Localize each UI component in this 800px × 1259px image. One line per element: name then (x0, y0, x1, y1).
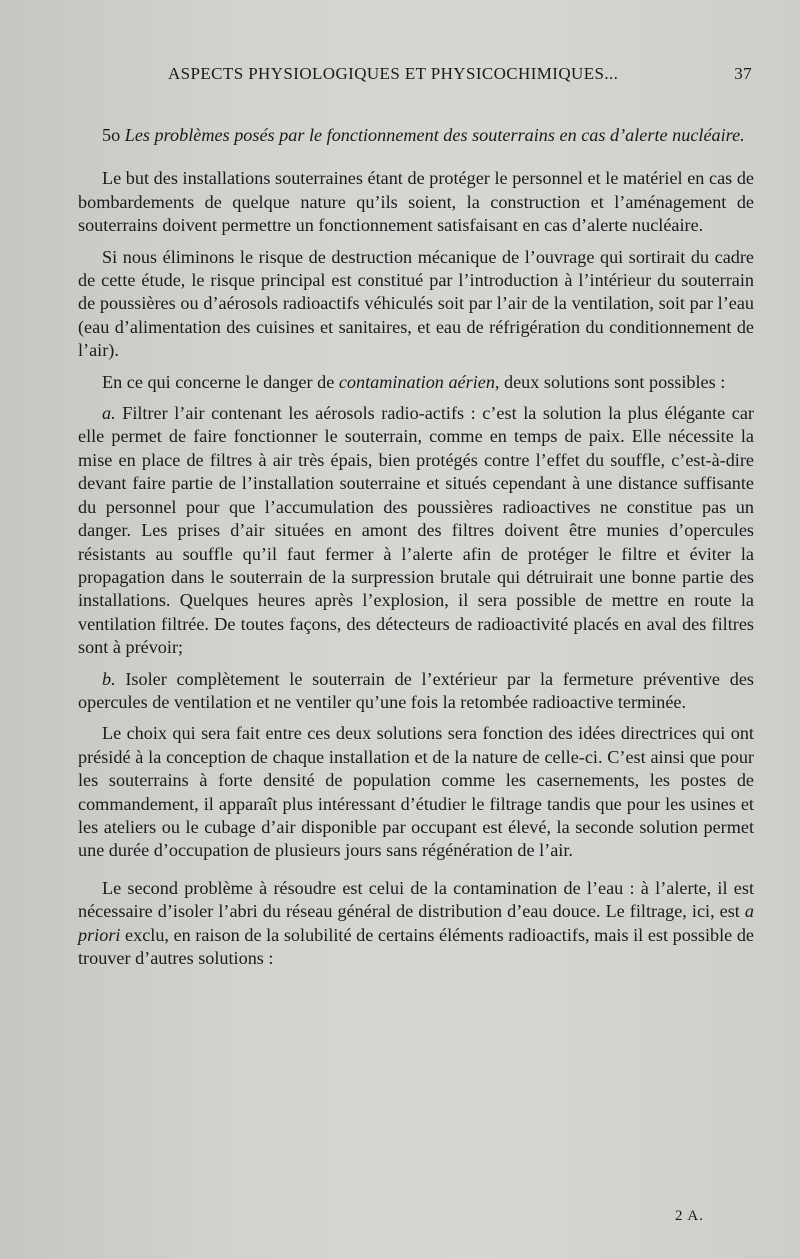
paragraph-7-emphasis: a priori (78, 901, 754, 945)
paragraph-6: Le choix qui sera fait entre ces deux solutions sera fonction des idées directrices qui ont présidé à la conception de chaque installation et de la nature de celle-ci. C’est ainsi que pour les souterrains à forte densité de population comme les casernements, les postes de commandement, il apparaît plus intéressant d’étudier le filtrage tandis que pour les usines et les ateliers ou le cubage d’air disponible par occupant est élevé, la seconde solution permet une durée d’occupation de plusieurs jours sans régénération de l’air. (78, 723, 754, 861)
paragraph-option-b (78, 668, 754, 715)
section-number: 5o (102, 125, 121, 145)
paragraph-3 (78, 371, 754, 394)
option-a-text: Filtrer l’air contenant les aérosols radio-actifs : c’est la solution la plus élégante car elle permet de faire fonctionner le souterrain, comme en temps de paix. Elle nécessite la mise en place de filtres à air très épais, bien protégés contre l’effet du souffle, c’est-à-dire devant faire partie de l’installation souterraine et situés cependant à une distance suffisante du personnel pour que l’accumulation des poussières radioactives ne constitue pas un danger. Les prises d’air situées en amont des filtres doivent être munies d’opercules résistants au souffle qu’il faut fermer à l’alerte afin de protéger le filtre et éviter la propagation dans le souterrain de la surpression brutale qui détruirait une bonne partie des installations. Quelques heures après l’explosion, il sera possible de mettre en route la ventilation filtrée. De toutes façons, des détecteurs de radioactivité placés en aval des filtres sont à prévoir; (78, 403, 754, 658)
paragraph-7 (78, 877, 754, 971)
section-heading (78, 124, 754, 147)
paragraph-7-text-b: exclu, en raison de la solubilité de certains éléments radioactifs, mais il est possible de trouver d’autres solutions : (78, 924, 754, 968)
option-b-text: Isoler complètement le souterrain de l’extérieur par la fermeture préventive des opercules de ventilation et ne ventiler qu’une fois la retombée radioactive terminée. (78, 668, 754, 712)
paragraph-1: Le but des installations souterraines étant de protéger le personnel et le matériel en cas de bombardements de quelque nature qu’ils soient, la construction et l’aménagement de souterrains doivent permettre un fonctionnement satisfaisant en cas d’alerte nucléaire. (78, 168, 754, 236)
paragraph-2: Si nous éliminons le risque de destruction mécanique de l’ouvrage qui sortirait du cadre de cette étude, le risque principal est constitué par l’introduction à l’intérieur du souterrain de poussières ou d’aérosols radioactifs véhiculés soit par l’air de la ventilation, soit par l’eau (eau d’alimentation des cuisines et sanitaires, et eau de réfrigération du conditionnement de l’air). (78, 246, 754, 361)
option-a-label: a. (102, 403, 116, 424)
signature-mark: 2 A. (674, 1208, 704, 1224)
running-title: ASPECTS PHYSIOLOGIQUES ET PHYSICOCHIMIQUES... (168, 64, 619, 83)
paragraph-3-text-b: deux solutions sont possibles : (499, 371, 726, 392)
paragraph-3-emphasis: contamination aérien, (338, 371, 500, 392)
page-number: 37 (734, 64, 752, 83)
body-text (78, 124, 754, 978)
paragraph-option-a (78, 402, 754, 659)
paragraph-7-text-a: Le second problème à résoudre est celui de la contamination de l’eau : à l’alerte, il est nécessaire d’isoler l’abri du réseau général de distribution d’eau douce. Le filtrage, ici, est (78, 877, 754, 922)
section-title: Les problèmes posés par le fonctionnement des souterrains en cas d’alerte nucléaire. (124, 125, 745, 145)
paragraph-3-text-a: En ce qui concerne le danger de (102, 371, 339, 392)
option-b-label: b. (102, 668, 116, 689)
running-header (168, 64, 752, 88)
